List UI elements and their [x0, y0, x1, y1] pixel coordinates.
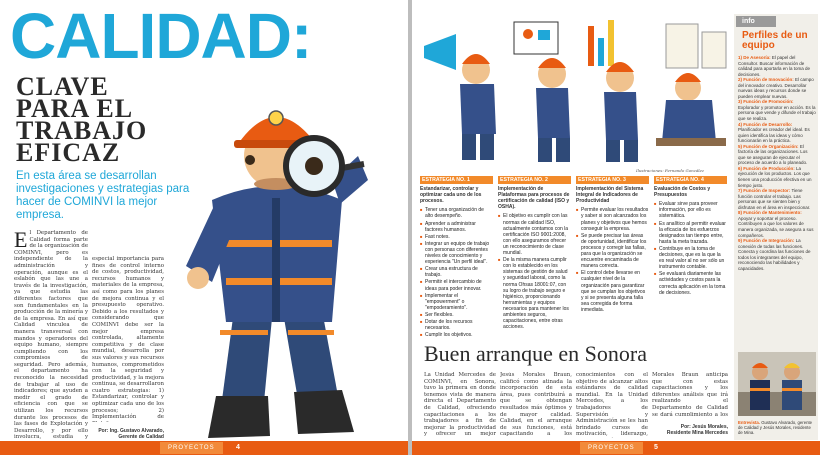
- strategy-4: [654, 176, 727, 297]
- list-item: 6) Función de Producción: La ejecución de los productos. Los que tienen una producción efectiva en un tiempo justo.: [738, 165, 812, 188]
- article-column-3: conocimientos con el objetivo de alcanzar altos estándares de calidad mundial. En la Unidad Mercedes, a los trabajadores de Supervisión y Administración se les han brindado cursos de motivación, liderazgo,: [576, 372, 648, 438]
- list-item: ■ Aprender a administrar factores humanos.: [420, 221, 493, 233]
- list-item: ■ Contribuye en la toma de decisiones, que es la que la es real valor al no ser sólo un instrumento contable.: [654, 246, 727, 270]
- list-item: 4) Función de Desarrollo: Planificador es creador del ideal. Es quien identifica las ideas y cómo funcionarán en la práctica.: [738, 121, 810, 144]
- subtitle-line: TRABAJO: [16, 116, 148, 145]
- list-item: ■ Se evaluará diariamente las actividades y costos para la correcta aplicación en la toma de decisiones.: [654, 271, 727, 295]
- miner-with-magnifier-illustration: [172, 60, 408, 442]
- strategy-heading: ESTRATEGIA NO. 4: [654, 176, 727, 184]
- list-item: ■ Integrar un equipo de trabajo con personas con diferentes niveles de conocimiento y experiencia "Un perfil ideal".: [420, 241, 493, 265]
- page-title: CALIDAD:: [10, 0, 312, 72]
- list-item: ■ Ser flexibles.: [420, 312, 493, 318]
- list-item: 8) Función de Mantenimiento: Apoyar y soportar el proceso. Contribuyen a que los valores de manera organizada, se asegura a sus compañeros.: [738, 210, 814, 238]
- list-item: ■ De la misma manera cumplir con lo establecido en los sistemas de gestión de salud y seguridad laboral, como la norma Ohsas 18001:07, con su logro de trabajo seguro e higiénico, proporcionando herramientas y equipos necesarios para mantener los ambientes seguros, capacitaciones, entre otras acciones.: [498, 257, 571, 330]
- page-number: 5: [654, 444, 658, 451]
- miners-strategy-illustrations: [416, 14, 730, 166]
- strategy-intro: Implementación de Plataformas para procesos de certificación de calidad (ISO y OSHA).: [498, 186, 570, 211]
- subtitle-line: CLAVE: [16, 72, 109, 101]
- sidebar-title: Perfiles de un equipo: [742, 30, 808, 51]
- list-item: ■ Tener una organización de alto desempeño.: [420, 207, 493, 219]
- list-item: 7) Función de Inspector: Tiene función controlar el trabajo. Las personas que se sienten bien y disfrutan en el área en inspeccionar.: [738, 188, 811, 210]
- article-column-4: Morales Braun anticipa que con estas capacitaciones y los diferentes análisis que irá realizando el Departamento de Calidad se dará cumplimiento a los: [652, 372, 728, 416]
- sidebar-list: [738, 55, 816, 345]
- strategy-intro: Estandarizar, controlar y optimizar cada uno de los procesos.: [420, 186, 482, 205]
- list-item: 5) Función de Organización: El factoría de las organizaciones. Los que se aseguran de ejecutar el proceso de acuerdo a lo planeado.: [738, 143, 808, 166]
- strategy-bullets: [498, 213, 571, 330]
- article-byline: [652, 424, 728, 436]
- strategy-intro: Evaluación de Costos y Presupuestos: [654, 186, 711, 199]
- strategy-1: [420, 176, 493, 339]
- article-headline: Buen arranque en Sonora: [424, 341, 647, 366]
- list-item: ■ Permitir el intercambio de ideas para poder innovar.: [420, 279, 493, 291]
- section-tab: PROYECTOS: [160, 442, 223, 454]
- strategy-heading: ESTRATEGIA NO. 1: [420, 176, 493, 184]
- strategy-intro: Implementación del Sistema Integral de Indicadores de Productividad: [576, 186, 644, 205]
- list-item: ■ Implementar el "empowerment" o "empoderamiento".: [420, 293, 493, 311]
- strategy-heading: ESTRATEGIA NO. 2: [498, 176, 571, 184]
- info-tab: info: [736, 16, 776, 27]
- list-item: ■ Es analítico al permitir evaluar la eficacia de los esfuerzos designados tan tiempo entre, hasta la meta trazada.: [654, 221, 727, 245]
- byline-role: Gerente de Calidad: [118, 434, 164, 440]
- intro-text: En esta área se desarrollan investigaciones y estrategias para hacer de COMINVI la mejor empresa.: [16, 170, 190, 221]
- strategy-heading: ESTRATEGIA NO. 3: [576, 176, 649, 184]
- strategy-bullets: [576, 207, 649, 313]
- subtitle: [16, 72, 186, 167]
- photo-caption: Entrevista. Gustavo Alvarado, gerente de Calidad y Jesús Morales, residente de Mina.: [738, 420, 813, 436]
- left-page: [0, 0, 408, 455]
- section-tab: PROYECTOS: [580, 442, 643, 454]
- megaphone-miner-figure: [424, 34, 496, 160]
- list-item: ■ Crear una estructura de trabajo.: [420, 266, 493, 278]
- interview-photo: [738, 352, 816, 416]
- illustration-credit: Ilustraciones: Fernando González: [636, 168, 704, 173]
- list-item: 2) Función de Innovación: El campo del innovador creativo. Desarrollar nuevas ideas y recursos donde se pueden emplear nuevas.: [738, 77, 814, 99]
- article-column-2: Jesús Morales Braun, calificó como atinada la incorporación de esta área, pues contribuirá a que se obtengan resultados más óptimos y de mayor calidad. Calidad, en el arranque de sus funciones, está capacitando a los: [500, 372, 572, 438]
- list-item: 9) Función de Integración: La conexión de todas las funciones. Conecta y coordina las funciones de todos los integrantes del equipo, reconociendo las habilidades y capacidades.: [738, 238, 811, 271]
- strategy-bullets: [654, 201, 727, 295]
- right-page: [412, 0, 820, 455]
- subtitle-line: PARA EL: [16, 94, 134, 123]
- strategy-3: [576, 176, 649, 314]
- flowchart-miner-figure: [514, 22, 570, 162]
- page-number: 4: [236, 444, 240, 451]
- body-text: l Departamento de Calidad forma parte de la organización de COMINVI, pero es independiente de la administración y operación, aunque es el eslabón que las une a través de la investigación, ya que estudia las diferentes factores que son fundamentales en la producción de la minería y de la empresa. En así que Calidad vinculea de manera transversal con mandos y operadores del equipo humano, siempre cumpliendo con los compromisos de seguridad. Pero además, el departamento ha reconocido la necesidad de trabajar al uso de indicadores; que ayuden a medir el grado de eficiencia con que se utilizan los recursos durante los procesos de las fases de Explotación y Desarrollo, y por ello involucra, estudia y: [14, 230, 88, 441]
- list-item: ■ Se puede precisar las áreas de oportunidad, identificar los procesos y corregir las fallas, para que la organización se encuentre encaminada de manera correcta.: [576, 233, 649, 270]
- list-item: ■ El objetivo es cumplir con las normas de calidad ISO, actualmente contamos con la certificación ISO 9001:2008, con ello aseguramos ofrecer un reconocimiento de clase mundial.: [498, 213, 571, 256]
- byline-role: Residente Mina Mercedes: [666, 430, 728, 436]
- body-column-1: [14, 230, 88, 442]
- list-item: ■ El control debe llevarse en cualquier nivel de la organización para garantizar que se cumplan los objetivos y si se presenta alguna falla sea corregida de forma inmediata.: [576, 270, 649, 313]
- list-item: 1) De Asesoría: El papel del Consultor. Buscar información de calidad para aportarla en la toma de decisiones.: [738, 55, 811, 77]
- byline-name: Por: Jesús Morales,: [680, 424, 728, 430]
- drop-cap: E: [14, 230, 28, 252]
- list-item: ■ Permite evaluar los resultados y saber si son alcanzados los planes y objetivos que hemos conseguir la empresa.: [576, 207, 649, 231]
- list-item: ■ Evaluar sirve para proveer información, por ello es sistemática.: [654, 201, 727, 219]
- byline: [92, 428, 164, 440]
- paperwork-miner-figure: [656, 24, 726, 146]
- list-item: ■ Fast notes.: [420, 234, 493, 240]
- growth-chart-miner-figure: [588, 20, 638, 162]
- list-item: 3) Función de Promoción: Explorador y promotor en acción. Es la persona que vende y difunde el trabajo que se realiza.: [738, 99, 816, 122]
- byline-name: Por: Ing. Gustavo Alvarado,: [98, 428, 164, 434]
- body-column-2: especial importancia para fines de control interno de costos, productividad, recursos humanos y materiales de la empresa, así como para los planes de mejora continua y el presupuesto operativo. Debido a los resultados y considerando que COMINVI debe ser la mejor empresa controlada, altamente competitiva y de clase mundial, desarrolla por sus valores y sus recursos humanos, comprometidos con la seguridad y productividad, y la mejora continua, se desarrollaron cuatro estrategias: 1) Estandarizar, controlar y optimizar cada uno de los procesos; 2) Implementación de: [92, 256, 164, 421]
- strategy-bullets: [420, 207, 493, 338]
- strategy-2: [498, 176, 571, 331]
- list-item: ■ Cumplir los objetivos.: [420, 332, 493, 338]
- subtitle-line: EFICAZ: [16, 138, 121, 167]
- article-column-1: La Unidad Mercedes de COMINVI, en Sonora, tuvo la primera en donde tenemos vista de manera directa el Departamento de Calidad, ofreciendo capacitaciones a los trabajadores a fin de mejorar la productividad y ofrecer un mejor: [424, 372, 496, 438]
- list-item: ■ Dotar de los recursos necesarios.: [420, 319, 493, 331]
